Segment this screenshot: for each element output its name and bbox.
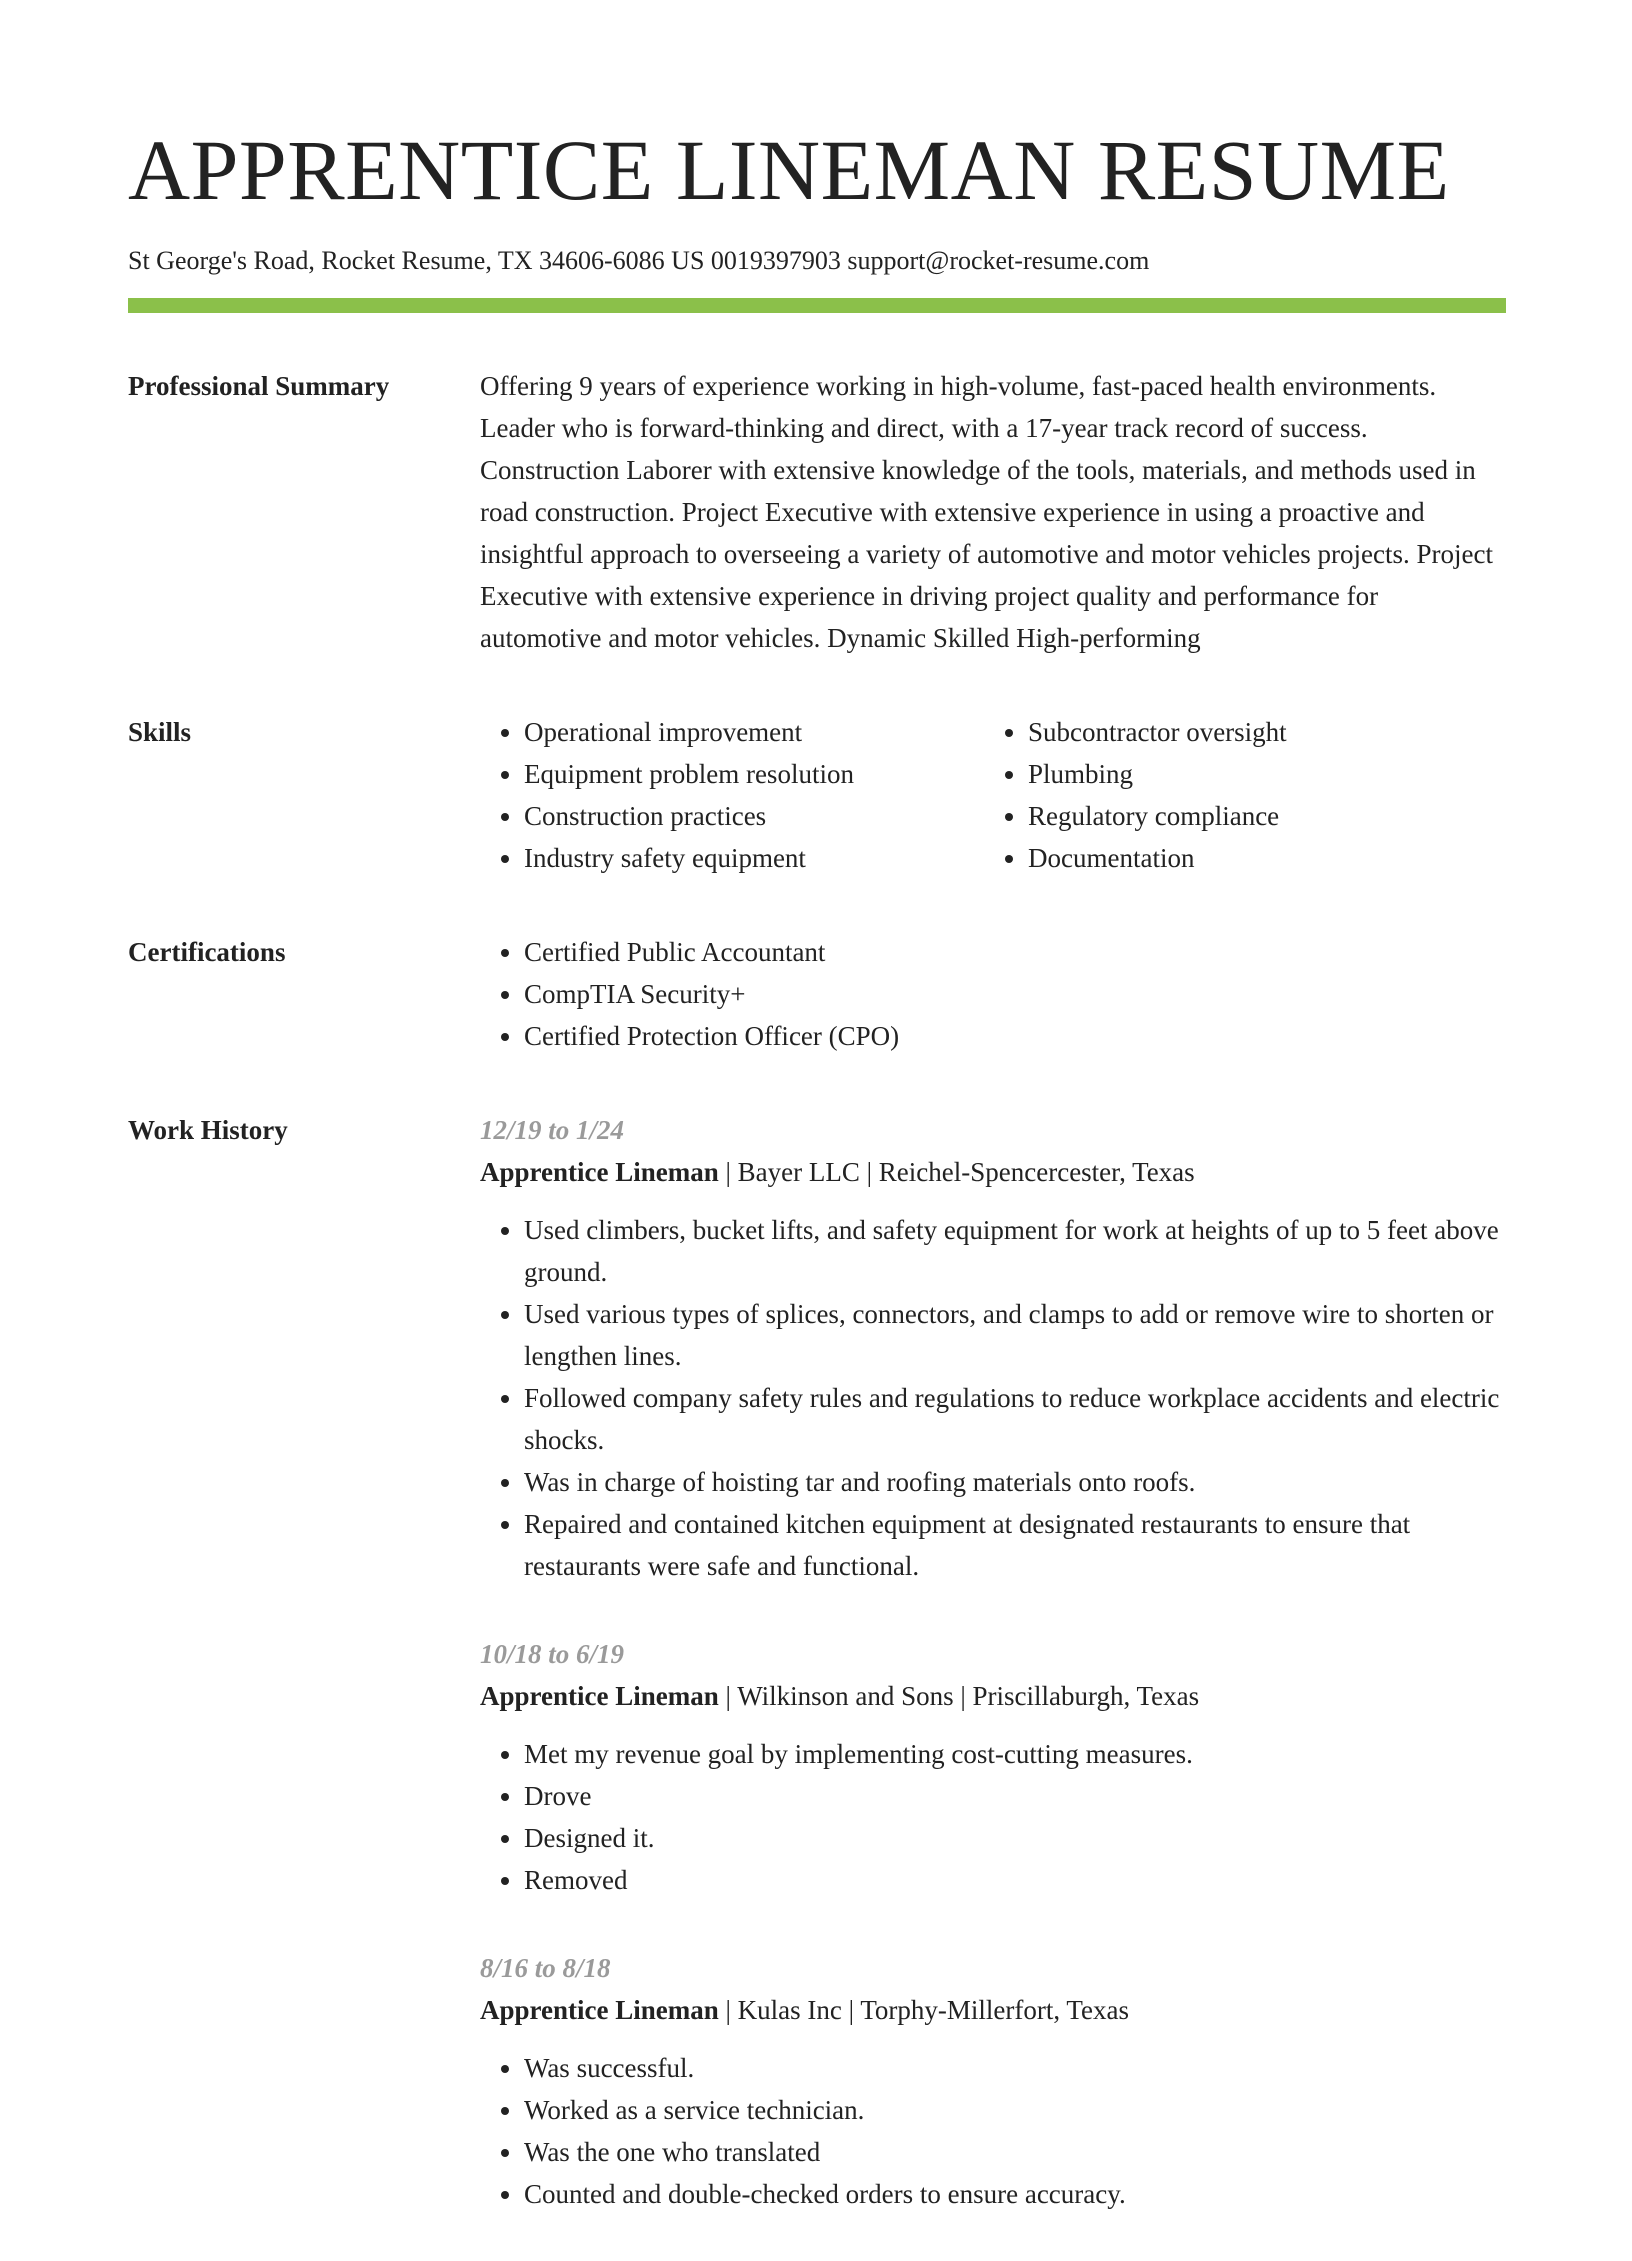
job-company: Kulas Inc bbox=[737, 1995, 842, 2025]
job-separator: | bbox=[848, 1995, 855, 2025]
job-bullets bbox=[480, 2047, 1506, 2215]
job-bullet: • Designed it. bbox=[524, 1817, 1506, 1859]
skill-item: • Equipment problem resolution bbox=[524, 753, 984, 795]
skill-item: • Documentation bbox=[1028, 837, 1488, 879]
job-bullet: • Followed company safety rules and regulations to reduce workplace accidents and electric shocks. bbox=[524, 1377, 1506, 1461]
job-company: Bayer LLC bbox=[737, 1157, 860, 1187]
job-bullet: • Drove bbox=[524, 1775, 1506, 1817]
job-bullet: • Counted and double-checked orders to ensure accuracy. bbox=[524, 2173, 1506, 2215]
job-separator: | bbox=[725, 1157, 731, 1187]
certifications-list bbox=[480, 931, 1506, 1057]
job-bullet: • Was the one who translated bbox=[524, 2131, 1506, 2173]
skill-item: • Plumbing bbox=[1028, 753, 1488, 795]
summary-text: Offering 9 years of experience working in high-volume, fast-paced health environments. Leader who is forward-thinking and direct, with a 17-year track record of success. Construction Laborer with extensive knowledge of the tools, materials, and methods used in road construction. Project Executive with extensive experience in using a proactive and insightful approach to overseeing a variety of automotive and motor vehicles projects. Project Executive with extensive experience in driving project quality and performance for automotive and motor vehicles. Dynamic Skilled High-performing bbox=[480, 371, 1493, 653]
skills-section bbox=[128, 711, 1506, 879]
skill-item: • Regulatory compliance bbox=[1028, 795, 1488, 837]
certification-item: • Certified Public Accountant bbox=[524, 931, 1506, 973]
job-separator: | bbox=[725, 1995, 731, 2025]
summary-section bbox=[128, 365, 1506, 659]
certification-item: • Certified Protection Officer (CPO) bbox=[524, 1015, 1506, 1057]
summary-label: Professional Summary bbox=[128, 371, 390, 401]
job-bullet: • Removed bbox=[524, 1859, 1506, 1901]
job-entry bbox=[480, 1109, 1506, 1587]
job-bullet: • Used climbers, bucket lifts, and safety equipment for work at heights of up to 5 feet above ground. bbox=[524, 1209, 1506, 1293]
job-bullet: • Met my revenue goal by implementing cost-cutting measures. bbox=[524, 1733, 1506, 1775]
job-dates: 12/19 to 1/24 bbox=[480, 1115, 625, 1145]
job-entry bbox=[480, 1947, 1506, 2215]
job-location: Priscillaburgh, Texas bbox=[972, 1681, 1200, 1711]
contact-line: St George's Road, Rocket Resume, TX 34606-6086 US 0019397903 support@rocket-resume.com bbox=[128, 246, 1150, 275]
job-title: Apprentice Lineman bbox=[480, 1157, 719, 1187]
skills-list-left bbox=[480, 711, 984, 879]
job-bullet: • Used various types of splices, connectors, and clamps to add or remove wire to shorten or lengthen lines. bbox=[524, 1293, 1506, 1377]
job-title: Apprentice Lineman bbox=[480, 1995, 719, 2025]
job-heading bbox=[480, 1675, 1506, 1717]
work-history-section bbox=[128, 1109, 1506, 2261]
skill-item: • Operational improvement bbox=[524, 711, 984, 753]
job-separator: | bbox=[725, 1681, 731, 1711]
job-heading bbox=[480, 1151, 1506, 1193]
skill-item: • Subcontractor oversight bbox=[1028, 711, 1488, 753]
job-location: Reichel-Spencercester, Texas bbox=[878, 1157, 1195, 1187]
job-separator: | bbox=[866, 1157, 873, 1187]
certification-item: • CompTIA Security+ bbox=[524, 973, 1506, 1015]
certifications-label: Certifications bbox=[128, 937, 286, 967]
job-bullet: • Was successful. bbox=[524, 2047, 1506, 2089]
skill-item: • Industry safety equipment bbox=[524, 837, 984, 879]
job-entry bbox=[480, 1633, 1506, 1901]
skills-list-right bbox=[984, 711, 1488, 879]
job-bullet: • Was in charge of hoisting tar and roofing materials onto roofs. bbox=[524, 1461, 1506, 1503]
job-company: Wilkinson and Sons bbox=[737, 1681, 954, 1711]
job-dates: 10/18 to 6/19 bbox=[480, 1639, 625, 1669]
job-bullet: • Repaired and contained kitchen equipment at designated restaurants to ensure that restaurants were safe and functional. bbox=[524, 1503, 1506, 1587]
job-title: Apprentice Lineman bbox=[480, 1681, 719, 1711]
skills-label: Skills bbox=[128, 717, 192, 747]
work-history-label: Work History bbox=[128, 1115, 288, 1145]
job-separator: | bbox=[960, 1681, 966, 1711]
resume-title: APPRENTICE LINEMAN RESUME bbox=[128, 122, 1450, 218]
job-bullet: • Worked as a service technician. bbox=[524, 2089, 1506, 2131]
job-dates: 8/16 to 8/18 bbox=[480, 1953, 611, 1983]
skill-item: • Construction practices bbox=[524, 795, 984, 837]
job-bullets bbox=[480, 1733, 1506, 1901]
job-heading bbox=[480, 1989, 1506, 2031]
job-bullets bbox=[480, 1209, 1506, 1587]
job-location: Torphy-Millerfort, Texas bbox=[860, 1995, 1129, 2025]
certifications-section bbox=[128, 931, 1506, 1057]
accent-divider bbox=[128, 298, 1506, 313]
